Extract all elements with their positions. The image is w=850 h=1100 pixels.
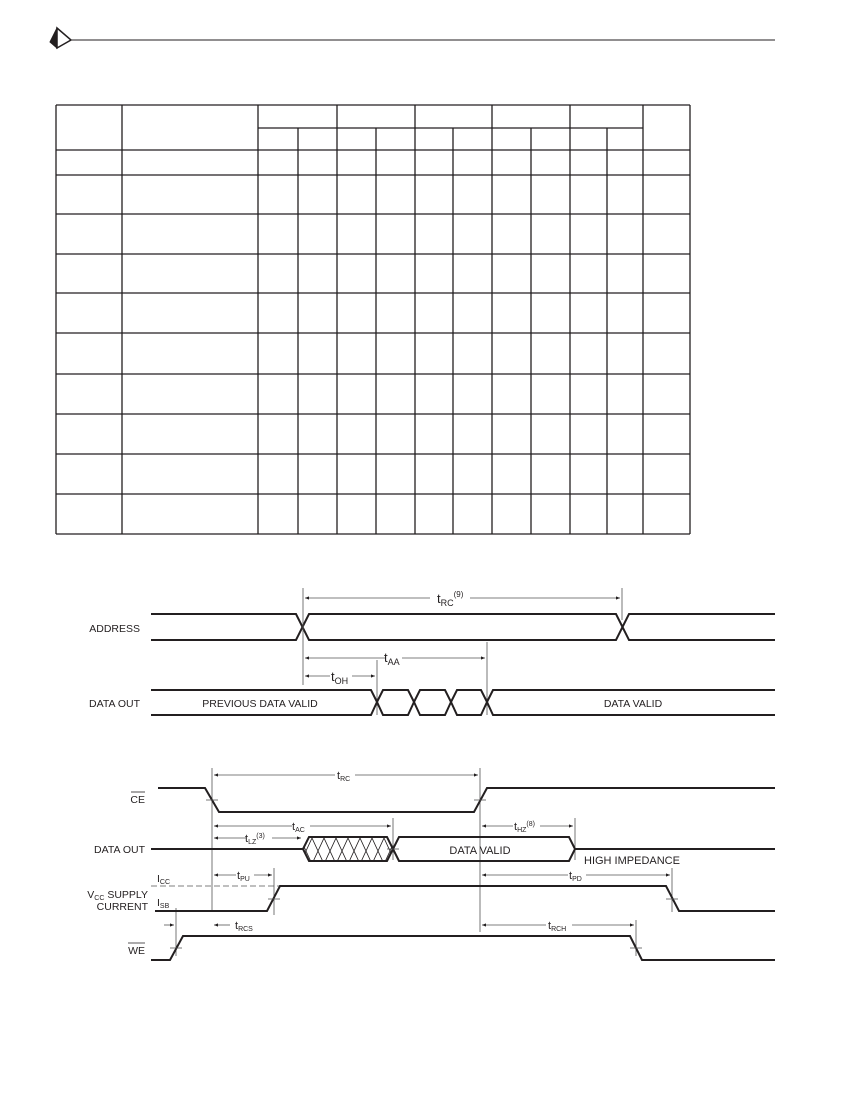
svg-text:tAA: $t_{AA}$ <box>384 650 400 667</box>
svg-text:tRC(9): $t_{RC}^{(9)}$ <box>437 590 464 608</box>
timing-tac <box>214 821 391 834</box>
svg-text:tHZ(8): tHZ$^{(8)}$ <box>514 821 535 834</box>
svg-text:tOH: $t_{OH}$ <box>331 669 349 686</box>
we-waveform <box>151 936 775 960</box>
svg-text:tLZ(3): tLZ$^{(3)}$ <box>245 833 265 846</box>
timing-trc <box>305 590 620 608</box>
ce-waveform <box>158 788 775 812</box>
address-waveform <box>151 614 775 640</box>
svg-text:tAC: tAC <box>292 821 305 834</box>
timing-tpu <box>214 870 272 883</box>
level-icc: ICC <box>157 873 171 886</box>
signal-label-data-out-2: DATA OUT <box>94 844 145 856</box>
signal-label-vcc-supply: VCC SUPPLY <box>87 889 148 902</box>
data-valid-label-2: DATA VALID <box>449 845 511 857</box>
timing-trc-2 <box>214 770 478 783</box>
signal-label-data-out-1: DATA OUT <box>89 698 140 710</box>
signal-label-address: ADDRESS <box>89 623 140 635</box>
high-impedance-label: HIGH IMPEDANCE <box>584 855 680 867</box>
read-cycle-ce-timing-diagram <box>0 760 850 980</box>
timing-tpd <box>482 870 670 883</box>
svg-text:tRCH: tRCH <box>548 920 567 933</box>
read-cycle-address-timing-diagram <box>0 570 850 730</box>
signal-label-ce: CE <box>130 794 145 806</box>
svg-text:tPD: tPD <box>569 870 582 883</box>
data-valid-label-1: DATA VALID <box>603 698 663 710</box>
signal-label-current: CURRENT <box>96 901 148 913</box>
timing-toh <box>305 669 375 686</box>
timing-trcs <box>164 920 253 933</box>
svg-text:tPU: tPU <box>237 870 250 883</box>
supply-current-waveform <box>155 886 775 911</box>
timing-trch <box>482 920 634 933</box>
previous-data-valid-label: PREVIOUS DATA VALID <box>202 698 318 710</box>
level-isb: ISB <box>157 897 170 910</box>
timing-tlz <box>214 833 301 846</box>
signal-label-we: WE <box>128 945 145 957</box>
timing-taa <box>305 650 485 667</box>
svg-text:tRCS: tRCS <box>235 920 253 933</box>
timing-thz <box>482 821 573 834</box>
data-transition-hatch <box>303 837 393 861</box>
svg-text:tRC: tRC <box>337 770 351 783</box>
